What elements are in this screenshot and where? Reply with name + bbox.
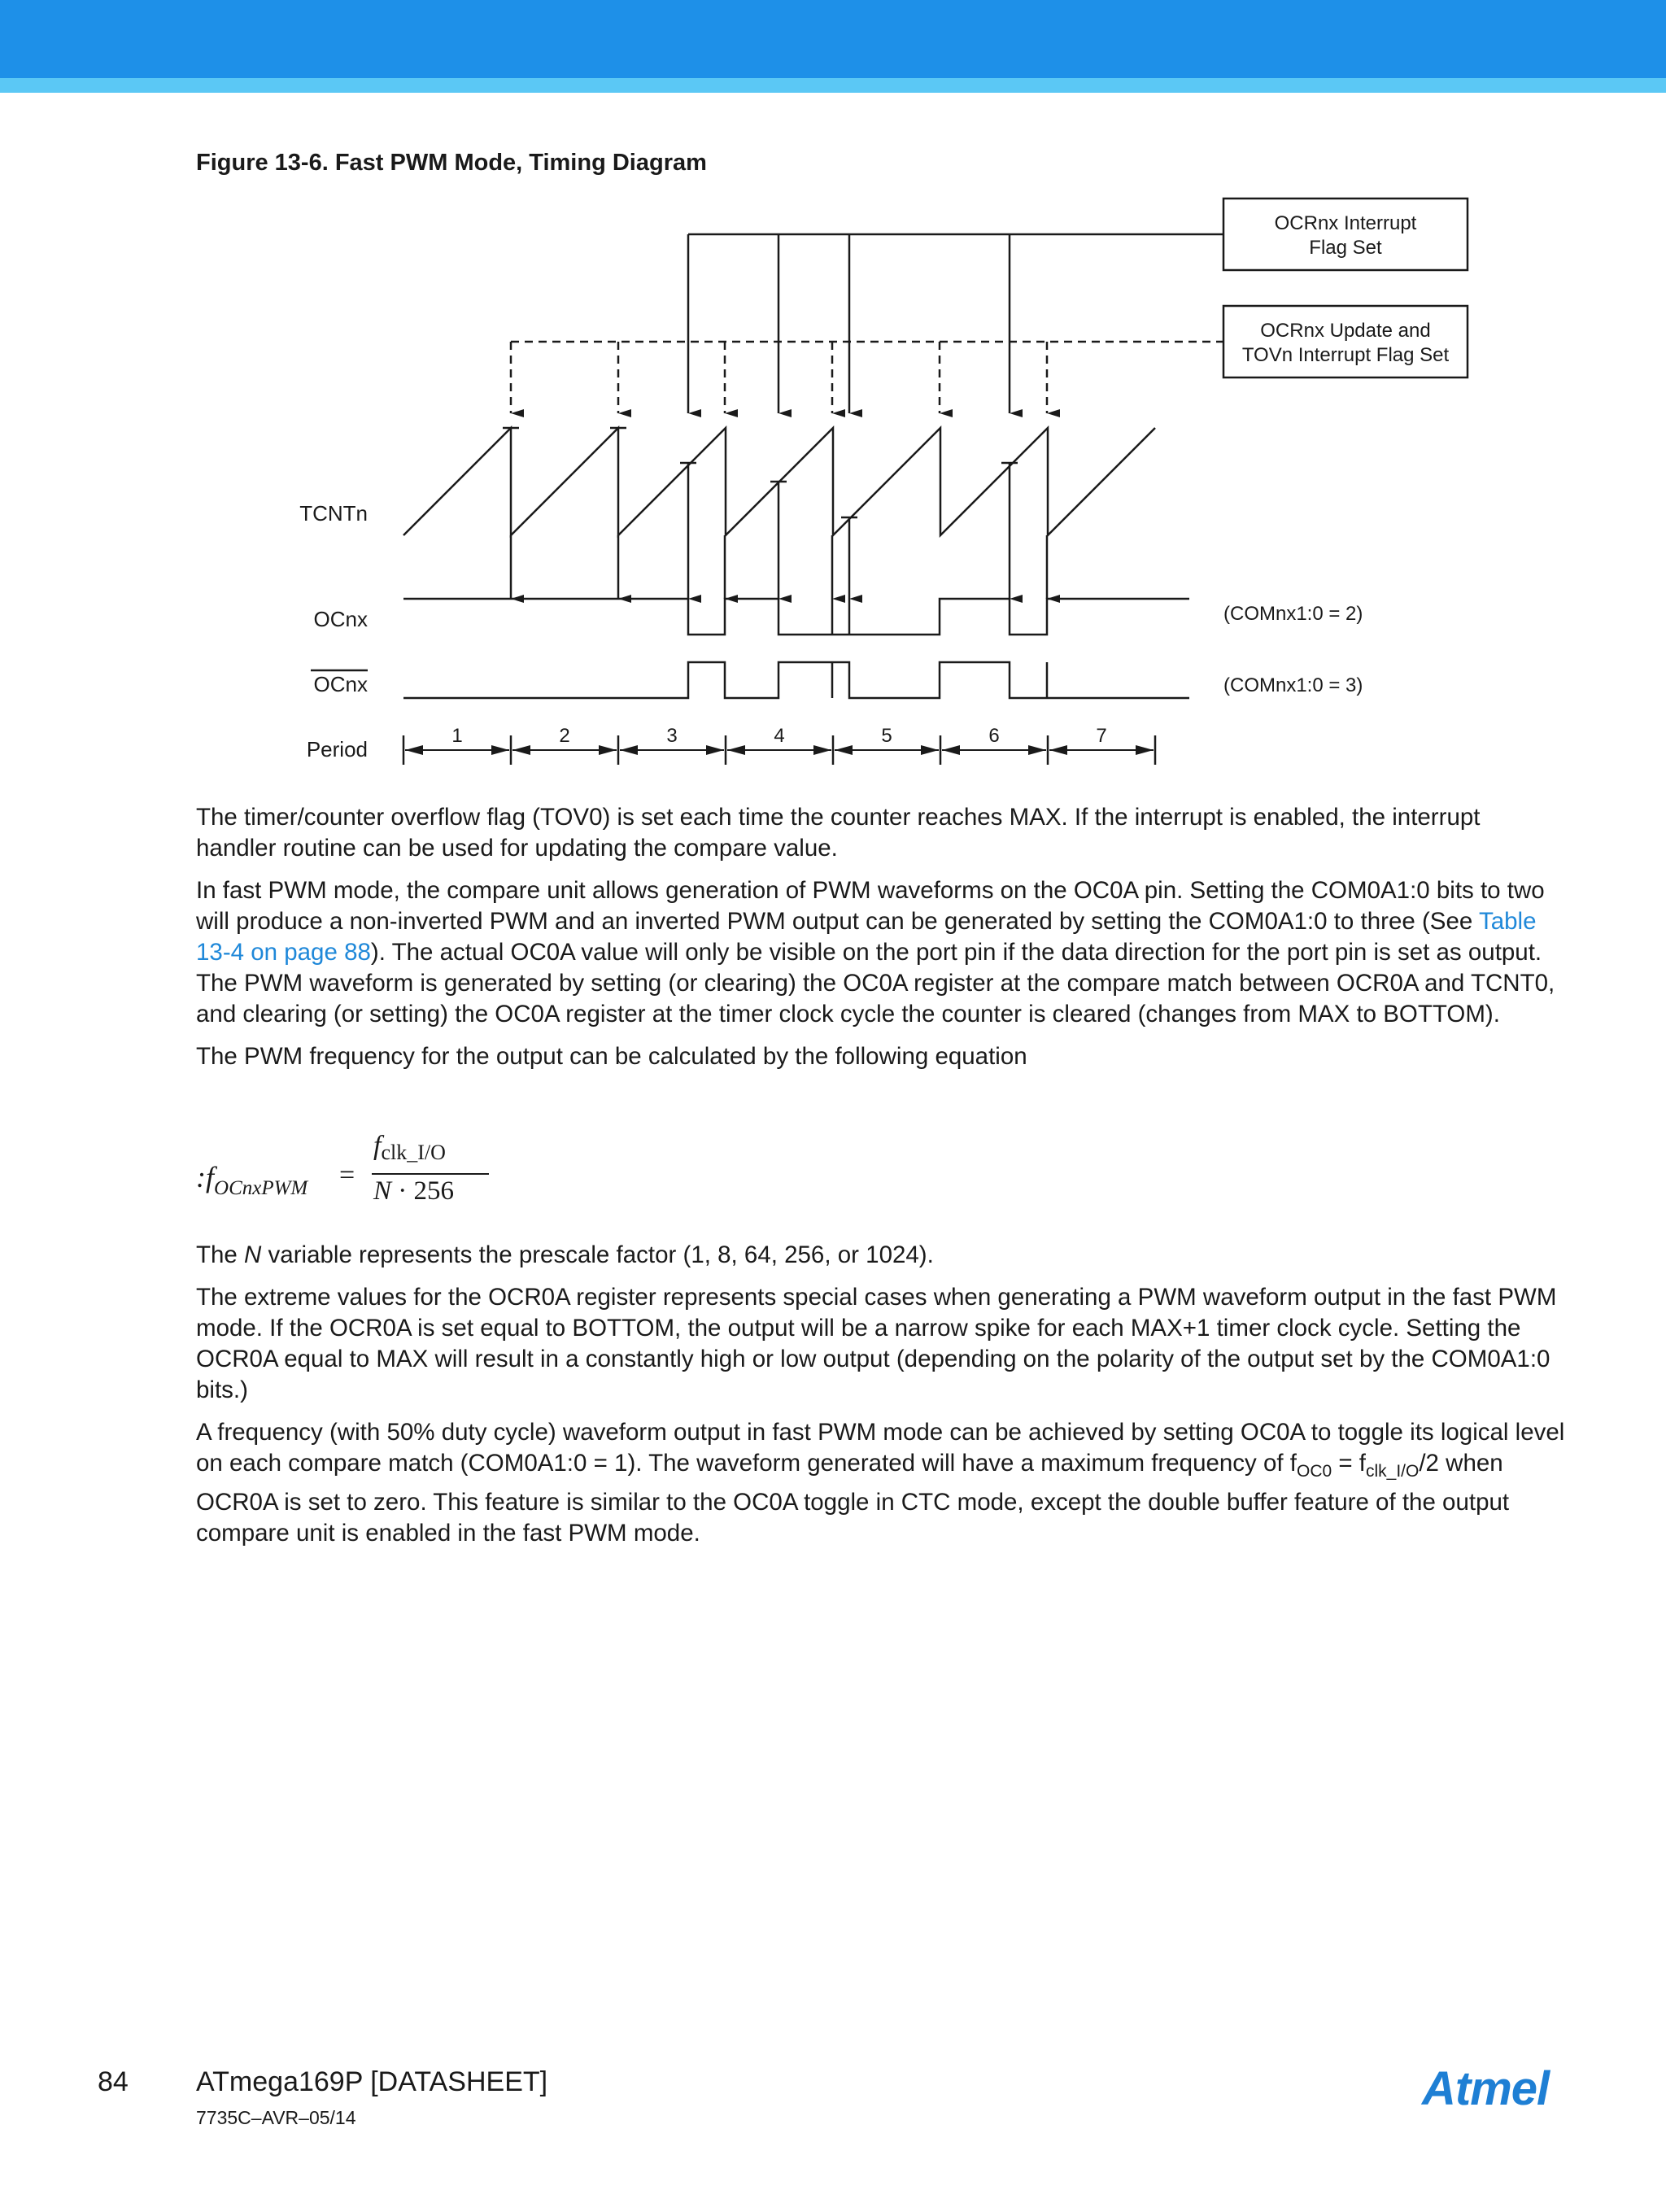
com3-note: (COMnx1:0 = 3) — [1223, 674, 1363, 696]
tcnt-to-ocnx-arrows — [511, 463, 1047, 599]
pwm-frequency-equation — [196, 1131, 521, 1220]
period-label: Period — [306, 737, 368, 761]
period-number: 7 — [1096, 725, 1107, 747]
equation-denominator: N · 256 — [373, 1176, 455, 1206]
paragraph-prescale: The N variable represents the prescale factor (1, 8, 64, 256, or 1024). — [196, 1241, 934, 1268]
equation-equals: = — [339, 1160, 355, 1190]
period-number: 4 — [774, 725, 785, 747]
figure-title: Figure 13-6. Fast PWM Mode, Timing Diagram — [196, 150, 707, 176]
paragraph-toggle-frequency: A frequency (with 50% duty cycle) waveform output in fast PWM mode can be achieved by setting OC0A to toggle its logical level on each compare match (COM0A1:0 = 1). The waveform generated will have a maximum frequency of $f_{OC0} = f_{clk\_I/O}/2$ when OCR0A is set to zero. This feature is similar to the OC0A toggle in CTC mode, except the double buffer feature of the output compare unit is enabled in the fast PWM mode. — [196, 1419, 1565, 1547]
period-number: 1 — [451, 725, 463, 747]
timing-diagram — [0, 0, 1666, 781]
interrupt-flag-box — [1223, 199, 1468, 270]
document-id: 7735C–AVR–05/14 — [196, 2107, 356, 2128]
update-box-line1: OCRnx Update and — [1260, 320, 1431, 342]
period-number: 6 — [988, 725, 1000, 747]
equation-lhs: $:f_{OCnxPWM}$ — [196, 1161, 308, 1199]
document-title: ATmega169P [DATASHEET] — [196, 2066, 548, 2097]
paragraph-fast-pwm: In fast PWM mode, the compare unit allows generation of PWM waveforms on the OC0A pin. Setting the COM0A1:0 bits to two will produce a non-inverted PWM and an inverted PWM output can be generated by setting the COM0A1:0 to three (See Table 13-4 on page 88). The actual OC0A value will only be visible on the port pin if the data direction for the port pin is set as output. The PWM waveform is generated by setting (or clearing) the OC0A register at the compare match between OCR0A and TCNT0, and clearing (or setting) the OC0A register at the timer clock cycle the counter is cleared (changes from MAX to BOTTOM). — [196, 877, 1555, 1027]
body-text — [196, 802, 1567, 1084]
page-number: 84 — [98, 2066, 129, 2097]
atmel-logo: Atmel — [1422, 2062, 1550, 2115]
ocnx-inverted-waveform — [403, 662, 1189, 698]
paragraph-frequency-intro: The PWM frequency for the output can be calculated by the following equation — [196, 1043, 1027, 1070]
table-reference-link[interactable]: Table 13-4 on page 88 — [196, 908, 1537, 966]
equation-numerator: $f_{clk\_I/O}$ — [373, 1131, 446, 1164]
period-number: 3 — [666, 725, 678, 747]
period-number: 5 — [881, 725, 892, 747]
tcnt-label: TCNTn — [299, 501, 368, 526]
equation-fraction-bar — [372, 1173, 489, 1175]
update-box-line2: TOVn Interrupt Flag Set — [1241, 344, 1450, 366]
interrupt-box-line1: OCRnx Interrupt — [1274, 212, 1417, 234]
interrupt-box-line2: Flag Set — [1309, 237, 1382, 259]
period-number: 2 — [559, 725, 570, 747]
ocnx-waveform — [403, 599, 1189, 635]
update-flag-box — [1223, 306, 1468, 377]
body-text-continued — [196, 1240, 1567, 1560]
ocnx-inverted-label: OCnx — [313, 672, 368, 696]
ocnx-label: OCnx — [313, 607, 368, 631]
paragraph-overflow-flag: The timer/counter overflow flag (TOV0) is set each time the counter reaches MAX. If the interrupt is enabled, the interrupt handler routine can be used for updating the compare value. — [196, 804, 1481, 862]
com2-note: (COMnx1:0 = 2) — [1223, 603, 1363, 625]
period-numbers — [451, 725, 1106, 747]
interrupt-drop-arrows — [688, 234, 1010, 413]
paragraph-extreme-values: The extreme values for the OCR0A register represents special cases when generating a PWM waveform output in the fast PWM mode. If the OCR0A is set equal to BOTTOM, the output will be a narrow spike for each MAX+1 timer clock cycle. Setting the OCR0A equal to MAX will result in a constantly high or low output (depending on the polarity of the output set by the COM0A1:0 bits.) — [196, 1284, 1557, 1403]
